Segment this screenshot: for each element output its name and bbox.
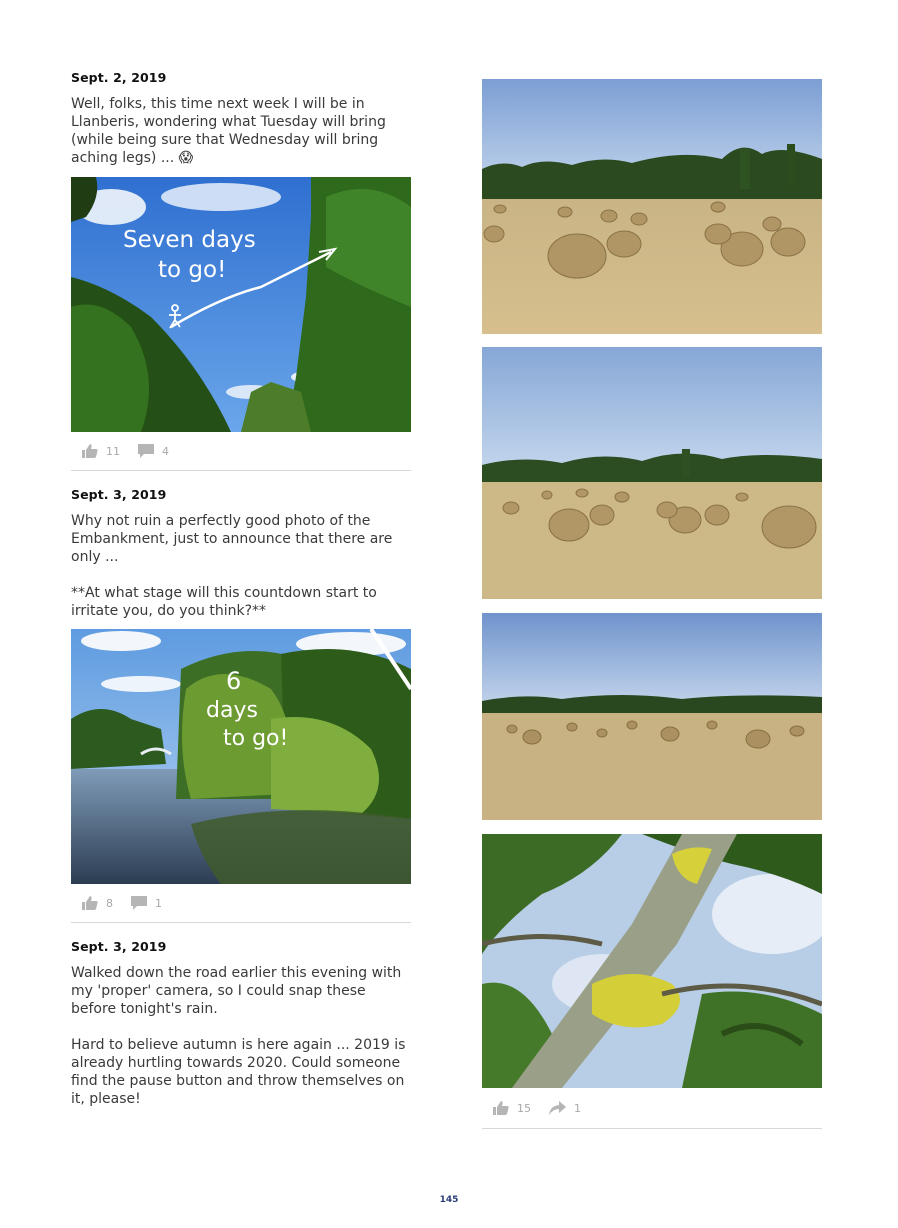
photo-overlay-line-2: to go!	[158, 257, 227, 283]
thumbs-up-icon	[493, 1101, 509, 1115]
post-photo-hay-bales-1[interactable]	[482, 79, 822, 334]
photo-hay-bales-3-image	[482, 613, 822, 820]
post-photo-embankment[interactable]	[71, 629, 411, 884]
comment-button[interactable]	[131, 896, 162, 910]
post-date: Sept. 3, 2019	[71, 939, 167, 954]
like-count: 11	[106, 444, 120, 458]
share-count: 1	[574, 1101, 581, 1115]
like-count: 15	[517, 1101, 531, 1115]
post-text: Walked down the road earlier this evening with my 'proper' camera, so I could snap these before tonight's rain. Hard to believe autumn is here again ... 2019 is already hurtling towards 2020. Could someone find the pause button and throw themselves on it, please!	[71, 965, 406, 1107]
post-date: Sept. 3, 2019	[71, 487, 167, 502]
post-photo-sky-trees[interactable]	[71, 177, 411, 432]
post-engagement-bar	[482, 1088, 822, 1129]
photo-sky-trees-image	[71, 177, 411, 432]
left-column	[71, 70, 411, 1108]
like-count: 8	[106, 896, 113, 910]
photo-tree-branch-image	[482, 834, 822, 1088]
post-photo-hay-bales-2[interactable]	[482, 347, 822, 599]
share-button[interactable]	[549, 1101, 581, 1115]
like-button[interactable]	[493, 1101, 531, 1115]
photo-overlay-line-2: days	[206, 698, 258, 723]
photo-overlay-line-1: Seven days	[123, 227, 256, 253]
like-button[interactable]	[82, 896, 113, 910]
post-engagement-bar	[71, 884, 411, 923]
post-2	[71, 487, 411, 923]
post-text: Well, folks, this time next week I will be in Llanberis, wondering what Tuesday will bring (while being sure that Wednesday will bring aching legs) ... 😱	[71, 96, 386, 166]
photo-overlay-line-3: to go!	[223, 726, 289, 751]
post-1	[71, 70, 411, 471]
photo-hay-bales-1-image	[482, 79, 822, 334]
post-photo-tree-branch[interactable]	[482, 834, 822, 1088]
photo-embankment-image	[71, 629, 411, 884]
speech-bubble-icon	[131, 896, 147, 910]
post-photo-hay-bales-3[interactable]	[482, 613, 822, 820]
speech-bubble-icon	[138, 444, 154, 458]
comment-count: 1	[155, 896, 162, 910]
right-column	[482, 79, 822, 1129]
post-text: Why not ruin a perfectly good photo of the Embankment, just to announce that there are only ... **At what stage will this countdown start to irritate you, do you think?**	[71, 513, 393, 619]
share-arrow-icon	[549, 1101, 566, 1115]
thumbs-up-icon	[82, 896, 98, 910]
comment-button[interactable]	[138, 444, 169, 458]
photo-overlay-line-1: 6	[226, 667, 242, 695]
comment-count: 4	[162, 444, 169, 458]
post-date: Sept. 2, 2019	[71, 70, 167, 85]
photo-hay-bales-2-image	[482, 347, 822, 599]
thumbs-up-icon	[82, 444, 98, 458]
page-number: 145	[439, 1195, 459, 1205]
like-button[interactable]	[82, 444, 120, 458]
post-engagement-bar	[71, 432, 411, 471]
post-3	[71, 939, 411, 1108]
